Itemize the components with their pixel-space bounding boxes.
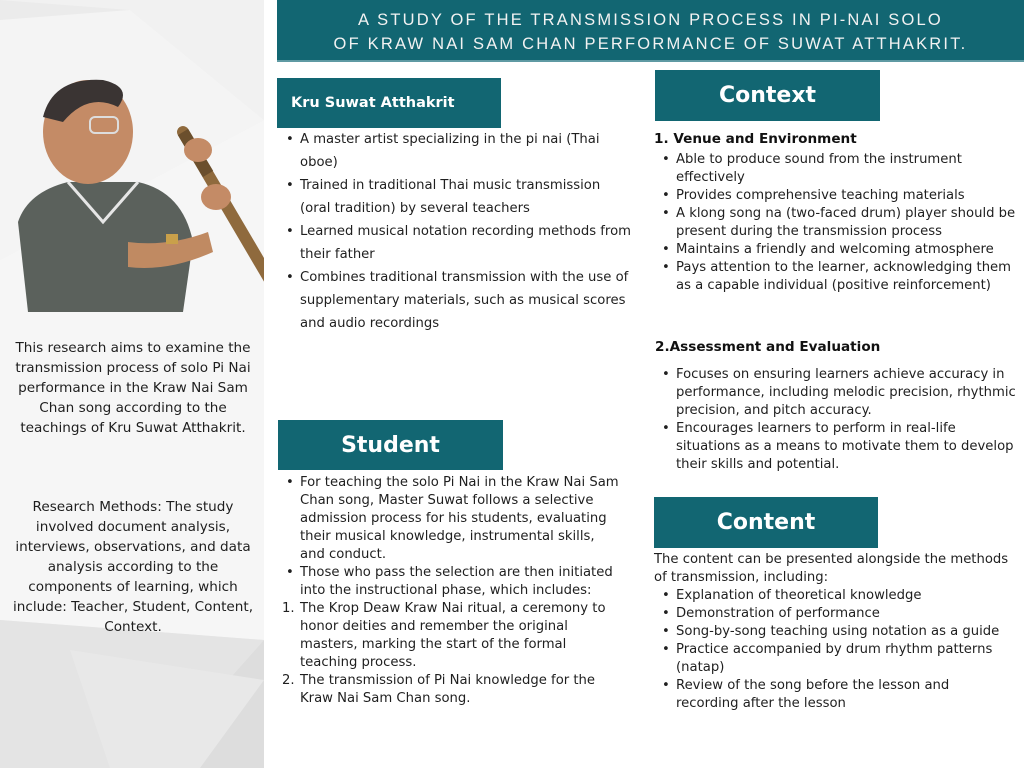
venue-item: • Maintains a friendly and welcoming atmosphere xyxy=(654,241,1019,259)
context-section xyxy=(654,130,1019,295)
student-item: • Those who pass the selection are then initiated into the instructional phase, which includes: xyxy=(278,564,623,600)
step-text: The transmission of Pi Nai knowledge for the Kraw Nai Sam Chan song. xyxy=(300,673,596,706)
content-heading-text: Content xyxy=(716,510,816,535)
left-panel xyxy=(0,0,264,768)
teacher-item: • A master artist specializing in the pi nai (Thai oboe) xyxy=(278,128,633,174)
venue-item: • Able to produce sound from the instrument effectively xyxy=(654,151,1019,187)
teacher-item: • Learned musical notation recording methods from their father xyxy=(278,220,633,266)
content-item: • Explanation of theoretical knowledge xyxy=(654,587,1009,605)
step-text: The Krop Deaw Kraw Nai ritual, a ceremony to honor deities and remember the original masters, marking the start of the formal teaching process. xyxy=(300,601,606,670)
teacher-heading-text: Kru Suwat Atthakrit xyxy=(291,95,455,111)
context-heading-text: Context xyxy=(718,83,817,108)
research-methods-text: Research Methods: The study involved document analysis, interviews, observations, and data analysis according to the components of learning, which include: Teacher, Student, Content, Context. xyxy=(12,499,254,635)
student-step xyxy=(278,600,623,672)
content-item: • Demonstration of performance xyxy=(654,605,1009,623)
venue-heading: 1. Venue and Environment xyxy=(654,131,857,147)
venue-item: • Pays attention to the learner, acknowledging them as a capable individual (positive reinforcement) xyxy=(654,259,1019,295)
assessment-section xyxy=(654,338,1019,474)
student-item: • For teaching the solo Pi Nai in the Kraw Nai Sam Chan song, Master Suwat follows a selective admission process for his students, evaluating their musical knowledge, instrumental skills, and conduct. xyxy=(278,474,623,564)
poster-title xyxy=(277,0,1024,62)
title-line-2: OF KRAW NAI SAM CHAN PERFORMANCE OF SUWAT ATTHAKRIT. xyxy=(333,35,968,53)
step-number: 1. xyxy=(282,601,295,616)
student-heading xyxy=(278,420,503,470)
content-heading xyxy=(654,497,878,548)
teacher-item: • Combines traditional transmission with the use of supplementary materials, such as musical scores and audio recordings xyxy=(278,266,633,335)
assessment-item: • Focuses on ensuring learners achieve accuracy in performance, including melodic precision, rhythmic precision, and pitch accuracy. xyxy=(654,366,1019,420)
student-heading-text: Student xyxy=(341,432,440,458)
assessment-item: • Encourages learners to perform in real-life situations as a means to motivate them to develop their skills and potential. xyxy=(654,420,1019,474)
portrait-image xyxy=(8,72,264,312)
content-intro: The content can be presented alongside the methods of transmission, including: xyxy=(654,552,1009,585)
teacher-section xyxy=(278,128,633,335)
context-heading xyxy=(655,70,880,121)
venue-item: • Provides comprehensive teaching materials xyxy=(654,187,1019,205)
venue-item: • A klong song na (two-faced drum) player should be present during the transmission process xyxy=(654,205,1019,241)
teacher-heading xyxy=(277,78,501,128)
title-line-1: A STUDY OF THE TRANSMISSION PROCESS IN PI-NAI SOLO xyxy=(358,11,943,29)
research-aim-text: This research aims to examine the transmission process of solo Pi Nai performance in the Kraw Nai Sam Chan song according to the teachings of Kru Suwat Atthakrit. xyxy=(15,340,251,436)
student-section xyxy=(278,474,623,708)
content-item: • Review of the song before the lesson and recording after the lesson xyxy=(654,677,1009,713)
assessment-heading: 2.Assessment and Evaluation xyxy=(655,339,881,355)
content-item: • Song-by-song teaching using notation as a guide xyxy=(654,623,1009,641)
step-number: 2. xyxy=(282,673,295,688)
teacher-item: • Trained in traditional Thai music transmission (oral tradition) by several teachers xyxy=(278,174,633,220)
content-item: • Practice accompanied by drum rhythm patterns (natap) xyxy=(654,641,1009,677)
student-step xyxy=(278,672,623,708)
content-section xyxy=(654,551,1009,713)
